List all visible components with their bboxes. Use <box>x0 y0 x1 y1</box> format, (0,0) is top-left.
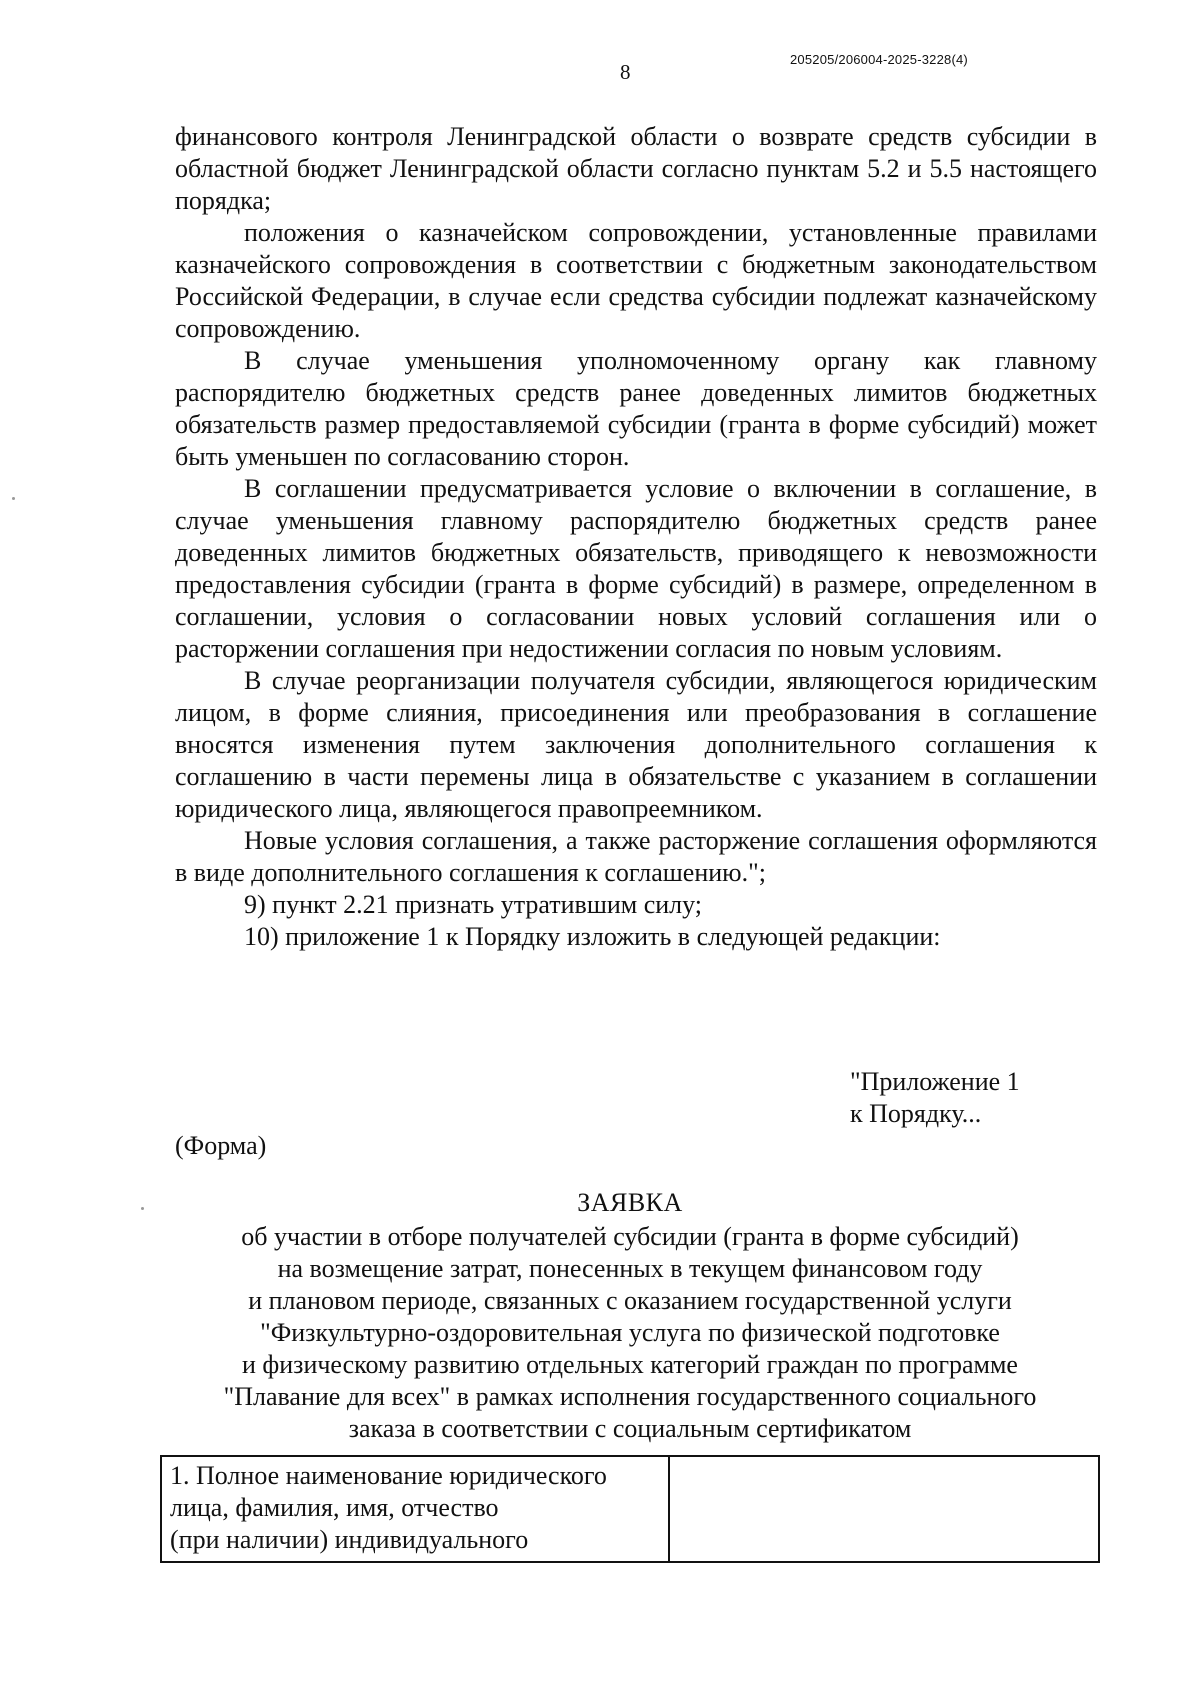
paragraph-2: положения о казначейском сопровождении, установленные правилами казначейского сопровождения в соответствии с бюджетным законодательством Российской Федерации, в случае если средства субсидии подлежат казначейскому сопровождению. <box>175 218 1097 343</box>
table-label-line: (при наличии) индивидуального <box>170 1525 529 1554</box>
paragraph-3: В случае уменьшения уполномоченному органу как главному распорядителю бюджетных средств ранее доведенных лимитов бюджетных обязательств размер предоставляемой субсидии (гранта в форме субсидий) может быть уменьшен по согласованию сторон. <box>175 346 1097 471</box>
application-heading: ЗАЯВКА <box>577 1188 683 1217</box>
scan-speck <box>141 1207 144 1210</box>
paragraph-5: В случае реорганизации получателя субсидии, являющегося юридическим лицом, в форме слияния, присоединения или преобразования в соглашение вносятся изменения путем заключения дополнительного соглашения к соглашению в части перемены лица в обязательстве с указанием в соглашении юридического лица, являющегося правопреемником. <box>175 666 1097 823</box>
appendix-note-line-2: к Порядку... <box>850 1099 982 1128</box>
paragraph-7: 9) пункт 2.21 признать утратившим силу; <box>244 890 703 919</box>
appendix-note-line-1: "Приложение 1 <box>850 1067 1020 1096</box>
paragraph-6: Новые условия соглашения, а также расторжение соглашения оформляются в виде дополнительного соглашения к соглашению."; <box>175 826 1097 887</box>
application-subtitle-line: и физическому развитию отдельных категорий граждан по программе <box>242 1350 1018 1379</box>
table-label-cell <box>161 1456 669 1562</box>
application-subtitle-line: заказа в соответствии с социальным сертификатом <box>348 1414 912 1443</box>
application-subtitle-line: "Плавание для всех" в рамках исполнения государственного социального <box>223 1382 1037 1411</box>
body-text <box>175 121 1097 953</box>
application-form-table <box>160 1455 1100 1563</box>
application-subtitle-line: "Физкультурно-оздоровительная услуга по физической подготовке <box>260 1318 1000 1347</box>
paragraph-1: финансового контроля Ленинградской области о возврате средств субсидии в областной бюджет Ленинградской области согласно пунктам 5.2 и 5.5 настоящего порядка; <box>175 122 1097 215</box>
table-label-line: 1. Полное наименование юридического <box>170 1461 607 1490</box>
table-value-cell[interactable] <box>669 1456 1099 1562</box>
appendix-note <box>850 1066 1020 1130</box>
application-subtitle-line: на возмещение затрат, понесенных в текущем финансовом году <box>277 1254 983 1283</box>
scan-speck <box>12 497 15 500</box>
table-label-line: лица, фамилия, имя, отчество <box>170 1493 499 1522</box>
application-subtitle-line: и плановом периоде, связанных с оказанием государственной услуги <box>248 1286 1012 1315</box>
document-id: 205205/206004-2025-3228(4) <box>790 52 968 67</box>
application-title-block <box>150 1187 1110 1445</box>
paragraph-8: 10) приложение 1 к Порядку изложить в следующей редакции: <box>244 922 941 951</box>
form-label: (Форма) <box>175 1131 267 1160</box>
page-number: 8 <box>620 60 631 84</box>
table-row <box>161 1456 1099 1562</box>
paragraph-4: В соглашении предусматривается условие о включении в соглашение, в случае уменьшения главному распорядителю бюджетных средств ранее доведенных лимитов бюджетных обязательств, приводящего к невозможности предоставления субсидии (гранта в форме субсидий) в размере, определенном в соглашении, условия о согласовании новых условий соглашения или о расторжении соглашения при недостижении согласия по новым условиям. <box>175 474 1097 663</box>
application-subtitle-line: об участии в отборе получателей субсидии (гранта в форме субсидий) <box>241 1222 1019 1251</box>
